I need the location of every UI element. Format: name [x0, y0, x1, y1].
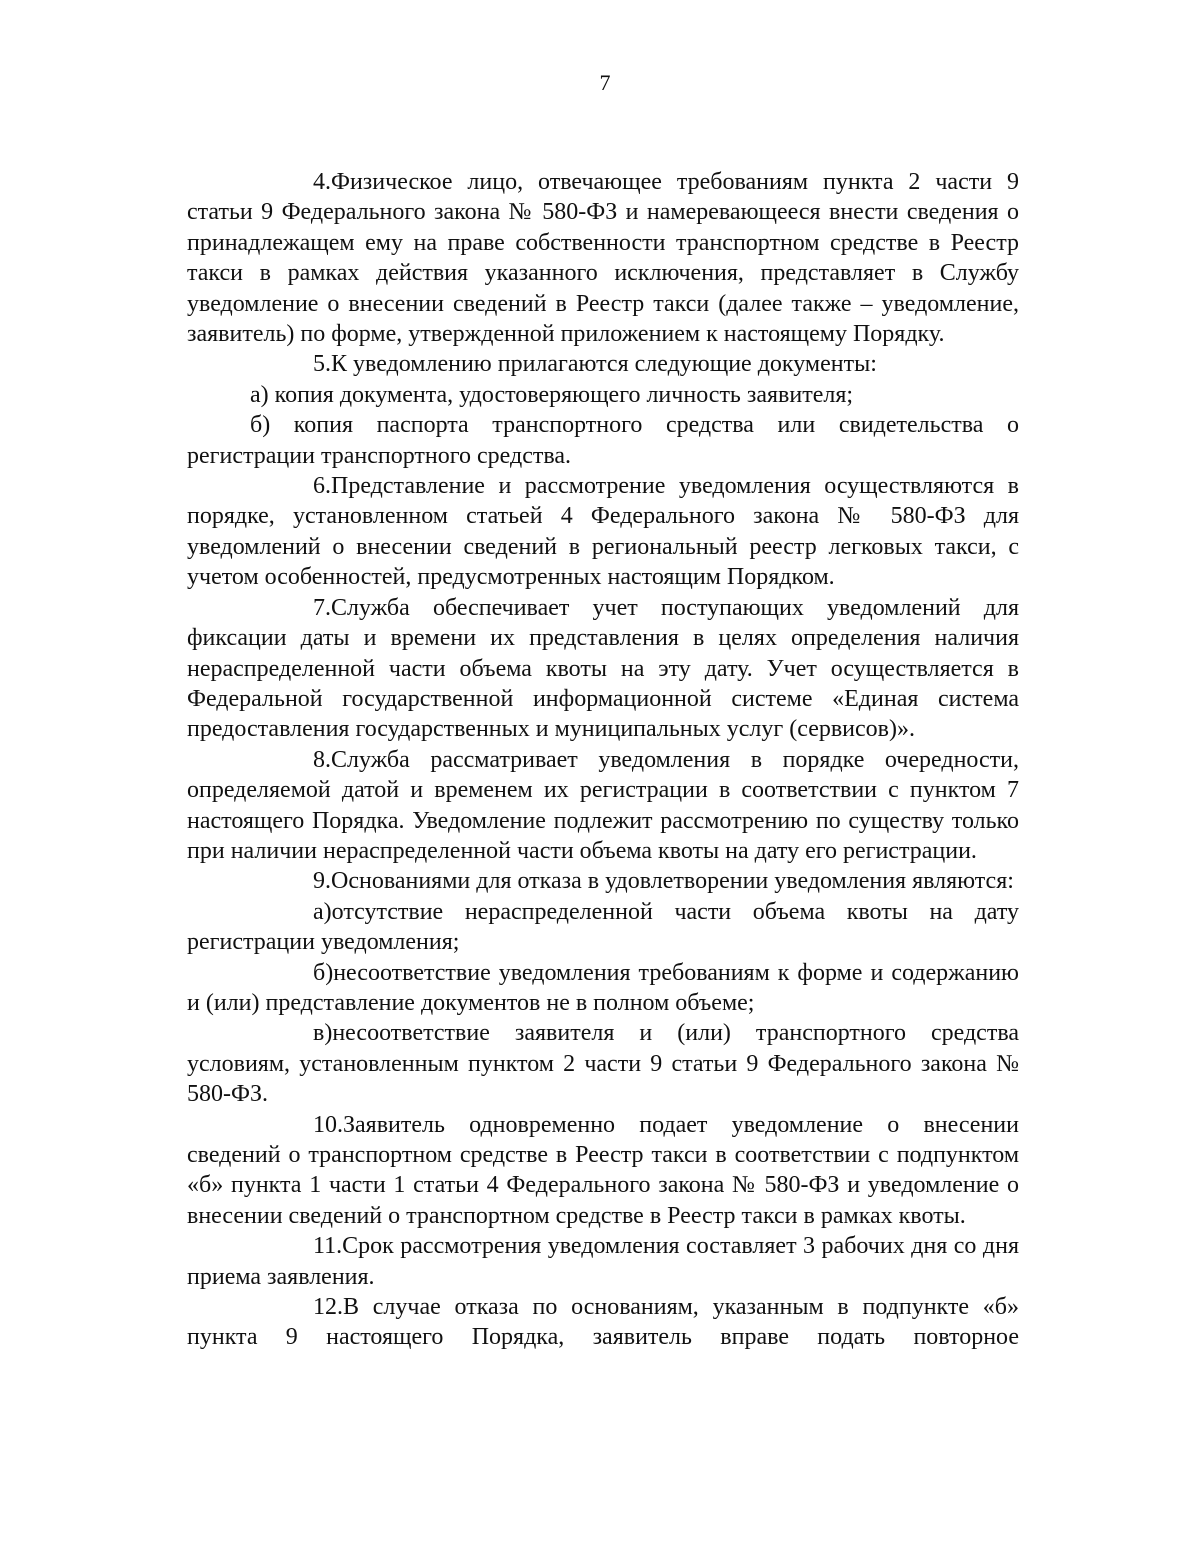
paragraph-11: [187, 1231, 1019, 1292]
paragraph-5a: [187, 380, 1019, 410]
paragraph-number: 12.: [313, 1294, 343, 1321]
paragraph-number: 10.: [313, 1111, 343, 1138]
paragraph-6: [187, 471, 1019, 593]
paragraph-number: б): [313, 959, 334, 986]
paragraph-number: а): [313, 898, 332, 925]
paragraph-text: Срок рассмотрения уведомления составляет 3 рабочих дня со дня приема заявления.: [187, 1233, 1019, 1290]
paragraph-9b: [187, 958, 1019, 1019]
paragraph-text: б) копия паспорта транспортного средства или свидетельства о регистрации транспортного средства.: [187, 412, 1019, 469]
paragraph-number: в): [313, 1020, 333, 1047]
paragraph-number: 11.: [313, 1233, 343, 1260]
paragraph-4: [187, 167, 1019, 349]
paragraph-text: несоответствие заявителя и (или) транспортного средства условиям, установленным пунктом 2 части 9 статьи 9 Федерального закона № 580-ФЗ.: [187, 1020, 1019, 1108]
paragraph-text: Основаниями для отказа в удовлетворении уведомления являются:: [331, 868, 1014, 895]
document-body: [187, 167, 1019, 1353]
paragraph-number: 7.: [313, 594, 331, 621]
paragraph-text: несоответствие уведомления требованиям к форме и содержанию и (или) представление документов не в полном объеме;: [187, 959, 1019, 1016]
paragraph-text: В случае отказа по основаниям, указанным в подпункте «б» пункта 9 настоящего Порядка, заявитель вправе подать повторное: [187, 1294, 1019, 1351]
paragraph-text: Физическое лицо, отвечающее требованиям пункта 2 части 9 статьи 9 Федерального закона № 580-ФЗ и намеревающееся внести сведения о принадлежащем ему на праве собственности транспортном средстве в Реестр такси в рамках действия указанного исключения, представляет в Службу уведомление о внесении сведений в Реестр такси (далее также – уведомление, заявитель) по форме, утвержденной приложением к настоящему Порядку.: [187, 169, 1019, 348]
paragraph-9: [187, 866, 1019, 896]
paragraph-5b: [187, 410, 1019, 471]
paragraph-8: [187, 745, 1019, 867]
paragraph-text: Служба рассматривает уведомления в порядке очередности, определяемой датой и временем их регистрации в соответствии с пунктом 7 настоящего Порядка. Уведомление подлежит рассмотрению по существу только при наличии нераспределенной части объема квоты на дату его регистрации.: [187, 746, 1019, 864]
paragraph-7: [187, 593, 1019, 745]
paragraph-text: Представление и рассмотрение уведомления осуществляются в порядке, установленном статьей 4 Федерального закона № 580-ФЗ для уведомлений о внесении сведений в региональный реестр легковых такси, с учетом особенностей, предусмотренных настоящим Порядком.: [187, 473, 1019, 591]
paragraph-9c: [187, 1018, 1019, 1109]
paragraph-text: а) копия документа, удостоверяющего личность заявителя;: [250, 381, 854, 408]
paragraph-9a: [187, 897, 1019, 958]
paragraph-text: Служба обеспечивает учет поступающих уведомлений для фиксации даты и времени их представления в целях определения наличия нераспределенной части объема квоты на эту дату. Учет осуществляется в Федеральной государственной информационной системе «Единая система предоставления государственных и муниципальных услуг (сервисов)».: [187, 594, 1019, 743]
paragraph-5: [187, 349, 1019, 379]
paragraph-text: Заявитель одновременно подает уведомление о внесении сведений о транспортном средстве в Реестр такси в соответствии с подпунктом «б» пункта 1 части 1 статьи 4 Федерального закона № 580-ФЗ и уведомление о внесении сведений о транспортном средстве в Реестр такси в рамках квоты.: [187, 1111, 1019, 1229]
paragraph-10: [187, 1110, 1019, 1232]
paragraph-number: 9.: [313, 868, 331, 895]
paragraph-number: 5.: [313, 351, 331, 378]
paragraph-number: 6.: [313, 473, 331, 500]
paragraph-number: 8.: [313, 746, 331, 773]
paragraph-12: [187, 1292, 1019, 1353]
paragraph-number: 4.: [313, 169, 331, 195]
page-number: 7: [599, 70, 611, 95]
paragraph-text: отсутствие нераспределенной части объема квоты на дату регистрации уведомления;: [187, 898, 1019, 956]
paragraph-text: К уведомлению прилагаются следующие документы:: [331, 351, 877, 378]
